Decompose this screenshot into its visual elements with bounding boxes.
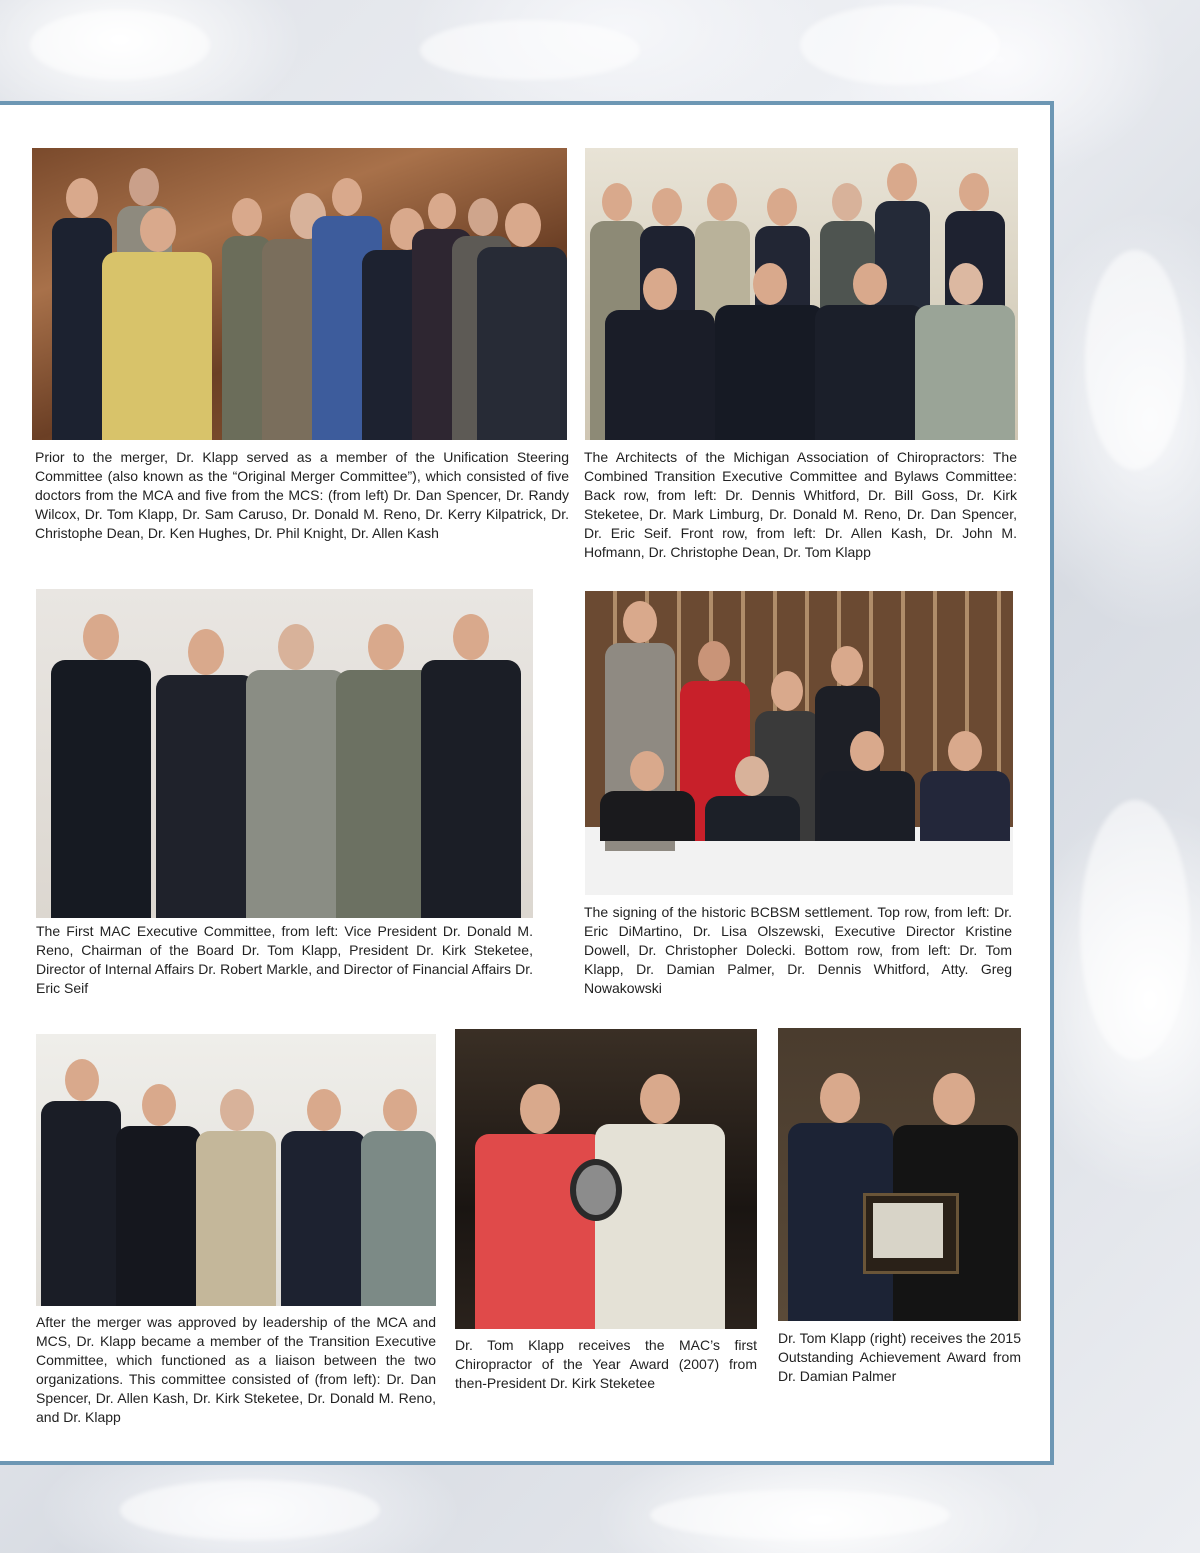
background-petal <box>650 1490 950 1540</box>
caption-outstanding-achievement-award: Dr. Tom Klapp (right) receives the 2015 Outstanding Achievement Award from Dr. Damian Palmer <box>778 1330 1021 1384</box>
background-petal <box>120 1480 380 1540</box>
caption-transition-executive-committee: After the merger was approved by leadership of the MCA and MCS, Dr. Klapp became a member of the Transition Executive Committee, which functioned as a liaison between the two organizations. This committee consisted of (from left): Dr. Dan Spencer, Dr. Allen Kash, Dr. Kirk Steketee, Dr. Donald M. Reno, and Dr. Klapp <box>36 1314 436 1425</box>
caption-unification-committee: Prior to the merger, Dr. Klapp served as a member of the Unification Steering Committee (also known as the “Original Merger Committee”), which consisted of five doctors from the MCA and five from the MCS: (from left) Dr. Dan Spencer, Dr. Randy Wilcox, Dr. Tom Klapp, Dr. Sam Caruso, Dr. Donald M. Reno, Dr. Kerry Kilpatrick, Dr. Christophe Dean, Dr. Ken Hughes, Dr. Phil Knight, Dr. Allen Kash <box>35 449 569 541</box>
background-petal <box>1080 800 1190 1060</box>
content-panel <box>0 101 1054 1465</box>
caption-chiropractor-of-the-year: Dr. Tom Klapp receives the MAC’s first Chiropractor of the Year Award (2007) from then-President Dr. Kirk Steketee <box>455 1337 757 1391</box>
photo-unification-committee <box>32 148 567 440</box>
photo-chiropractor-of-the-year <box>455 1029 757 1329</box>
background-petal <box>1085 250 1185 470</box>
photo-bcbsm-settlement-signing <box>585 591 1013 895</box>
photo-combined-transition-committee <box>585 148 1018 440</box>
photo-outstanding-achievement-award <box>778 1028 1021 1321</box>
caption-combined-transition-committee: The Architects of the Michigan Association of Chiropractors: The Combined Transition Executive Committee and Bylaws Committee: Back row, from left: Dr. Dennis Whitford, Dr. Bill Goss, Dr. Kirk Steketee, Dr. Mark Limburg, Dr. Donald M. Reno, Dr. Dan Spencer, Dr. Eric Seif. Front row, from left: Dr. Allen Kash, Dr. John M. Hofmann, Dr. Christophe Dean, Dr. Tom Klapp <box>584 449 1017 560</box>
background-petal <box>30 10 210 80</box>
caption-bcbsm-settlement-signing: The signing of the historic BCBSM settlement. Top row, from left: Dr. Eric DiMartino, Dr. Lisa Olszewski, Executive Director Kristine Dowell, Dr. Christopher Dolecki. Bottom row, from left: Dr. Tom Klapp, Dr. Damian Palmer, Dr. Dennis Whitford, Atty. Greg Nowakowski <box>584 904 1012 996</box>
photo-transition-executive-committee <box>36 1034 436 1306</box>
background-petal <box>800 5 1000 85</box>
caption-first-mac-executive-committee: The First MAC Executive Committee, from left: Vice President Dr. Donald M. Reno, Chairman of the Board Dr. Tom Klapp, President Dr. Kirk Steketee, Director of Internal Affairs Dr. Robert Markle, and Director of Financial Affairs Dr. Eric Seif <box>36 923 533 996</box>
photo-first-mac-executive-committee <box>36 589 533 918</box>
background-petal <box>420 20 640 80</box>
